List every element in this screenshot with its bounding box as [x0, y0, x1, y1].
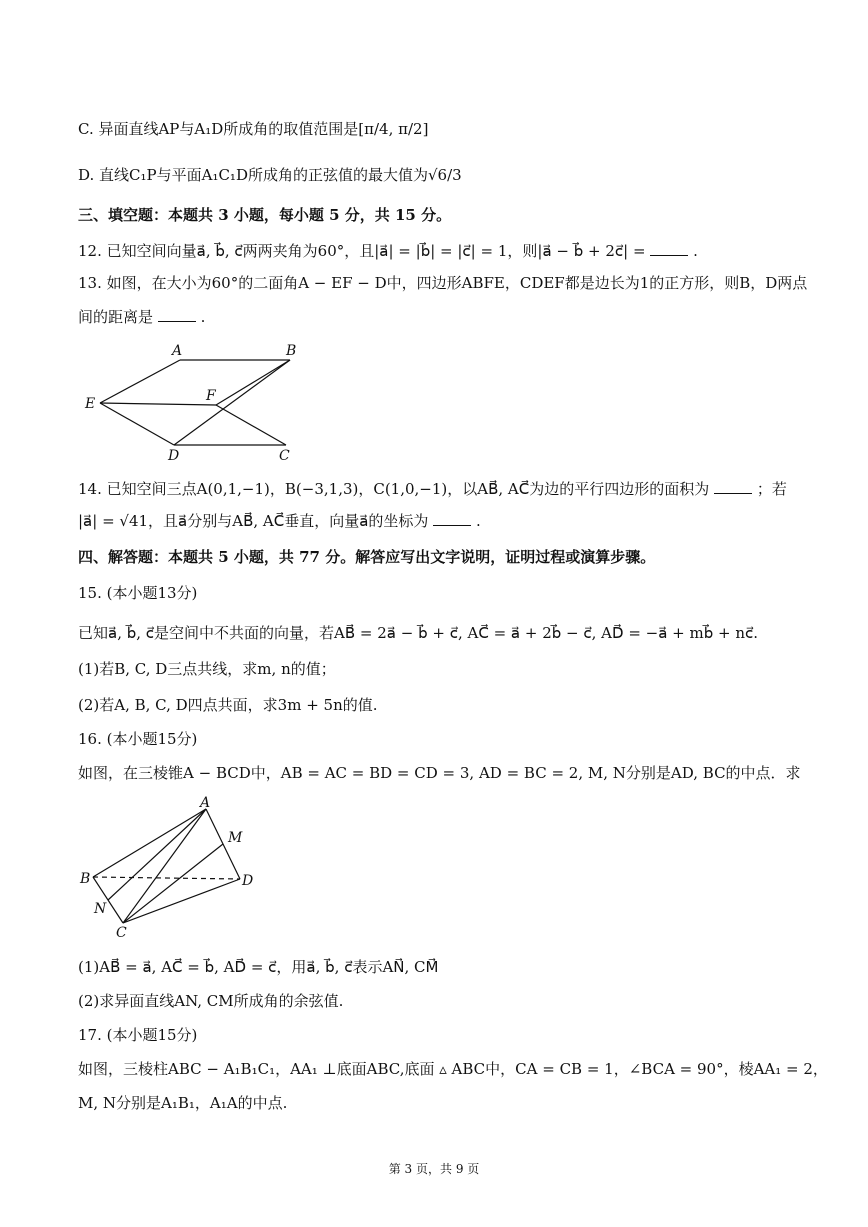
- label-c: C: [279, 448, 290, 464]
- answer-blank: [714, 479, 752, 494]
- label-m: M: [228, 830, 243, 846]
- label-f: F: [206, 388, 216, 404]
- edge-cd: [123, 879, 240, 923]
- segment-cm: [123, 844, 223, 923]
- question-14-text2: |a⃗| = √41，且a⃗分别与AB⃗, AC⃗垂直，向量a⃗的坐标为: [78, 512, 429, 530]
- question-16-title: 16. (本小题15分): [78, 730, 198, 748]
- question-14-end: .: [475, 512, 481, 530]
- question-13-text: 间的距离是: [78, 308, 154, 326]
- question-13-line1: 13. 如图，在大小为60°的二面角A − EF − D中，四边形ABFE，CDEF都是边长为1的正方形，则B，D两点: [78, 274, 808, 292]
- question-16-part1: (1)AB⃗ = a⃗, AC⃗ = b⃗, AD⃗ = c⃗，用a⃗, b⃗, c⃗表示AN⃗, CM⃗: [78, 958, 439, 976]
- answer-blank: [158, 307, 196, 322]
- answer-blank: [433, 511, 471, 526]
- question-14-text: 14. 已知空间三点A(0,1,−1)，B(−3,1,3)，C(1,0,−1)，以AB⃗, AC⃗为边的平行四边形的面积为: [78, 480, 710, 498]
- label-d: D: [242, 873, 254, 889]
- label-b: B: [286, 343, 297, 359]
- page-footer: 第 3 页，共 9 页: [388, 1162, 480, 1176]
- question-17-title: 17. (本小题15分): [78, 1026, 198, 1044]
- label-a: A: [200, 795, 211, 811]
- label-c: C: [116, 925, 127, 940]
- question-15-stem: 已知a⃗, b⃗, c⃗是空间中不共面的向量，若AB⃗ = 2a⃗ − b⃗ + c⃗, AC⃗ = a⃗ + 2b⃗ − c⃗, AD⃗ = −a⃗ + mb⃗ + nc⃗.: [78, 624, 759, 642]
- question-16-stem: 如图，在三棱锥A − BCD中，AB = AC = BD = CD = 3, AD = BC = 2, M, N分别是AD, BC的中点．求: [78, 764, 801, 782]
- question-15-part2: (2)若A, B, C, D四点共面，求3m + 5n的值.: [78, 696, 378, 714]
- edge-cf: [216, 405, 286, 445]
- question-12-end: .: [693, 242, 698, 260]
- answer-blank: [650, 241, 688, 256]
- option-d: D. 直线C₁P与平面A₁C₁D所成角的正弦值的最大值为√6/3: [78, 166, 462, 184]
- segment-an: [108, 809, 206, 900]
- question-15-title: 15. (本小题13分): [78, 584, 198, 602]
- label-n: N: [94, 901, 107, 917]
- label-a: A: [172, 343, 183, 359]
- question-14-line2: [78, 510, 481, 532]
- question-17-stem: 如图，三棱柱ABC − A₁B₁C₁，AA₁ ⊥底面ABC,底面 ▵ ABC中，CA = CB = 1，∠BCA = 90°，棱AA₁ = 2，: [78, 1060, 828, 1078]
- label-e: E: [85, 396, 96, 412]
- question-13-end: .: [200, 308, 206, 326]
- label-b: B: [80, 871, 91, 887]
- edge-ed: [100, 403, 174, 445]
- edge-bd-hidden: [93, 877, 240, 879]
- section-fill-in-heading: 三、填空题：本题共 3 小题，每小题 5 分，共 15 分。: [78, 206, 452, 224]
- question-15-part1: (1)若B, C, D三点共线，求m, n的值；: [78, 660, 336, 678]
- edge-ab: [93, 809, 206, 877]
- label-d: D: [168, 448, 180, 464]
- section-answer-heading: 四、解答题：本题共 5 小题，共 77 分。解答应写出文字说明，证明过程或演算步骤。: [78, 548, 656, 566]
- question-13-line2: [78, 306, 205, 328]
- edge-ea: [100, 360, 180, 403]
- edge-ef: [100, 403, 216, 405]
- question-14-line1: [78, 478, 787, 500]
- figure-dihedral-angle: [80, 340, 320, 465]
- question-17-stem2: M, N分别是A₁B₁，A₁A的中点.: [78, 1094, 288, 1112]
- question-16-part2: (2)求异面直线AN, CM所成角的余弦值.: [78, 992, 344, 1010]
- edge-bd: [174, 360, 290, 445]
- option-c: C. 异面直线AP与A₁D所成角的取值范围是[π/4, π/2]: [78, 120, 429, 138]
- question-12-text: 12. 已知空间向量a⃗, b⃗, c⃗两两夹角为60°，且|a⃗| = |b⃗| = |c⃗| = 1，则|a⃗ − b⃗ + 2c⃗| =: [78, 242, 646, 260]
- question-12: [78, 240, 698, 262]
- figure-tetrahedron: [78, 795, 268, 940]
- question-14-text-end: ；若: [756, 480, 787, 498]
- edge-ac: [123, 809, 206, 923]
- edge-bf: [216, 360, 290, 405]
